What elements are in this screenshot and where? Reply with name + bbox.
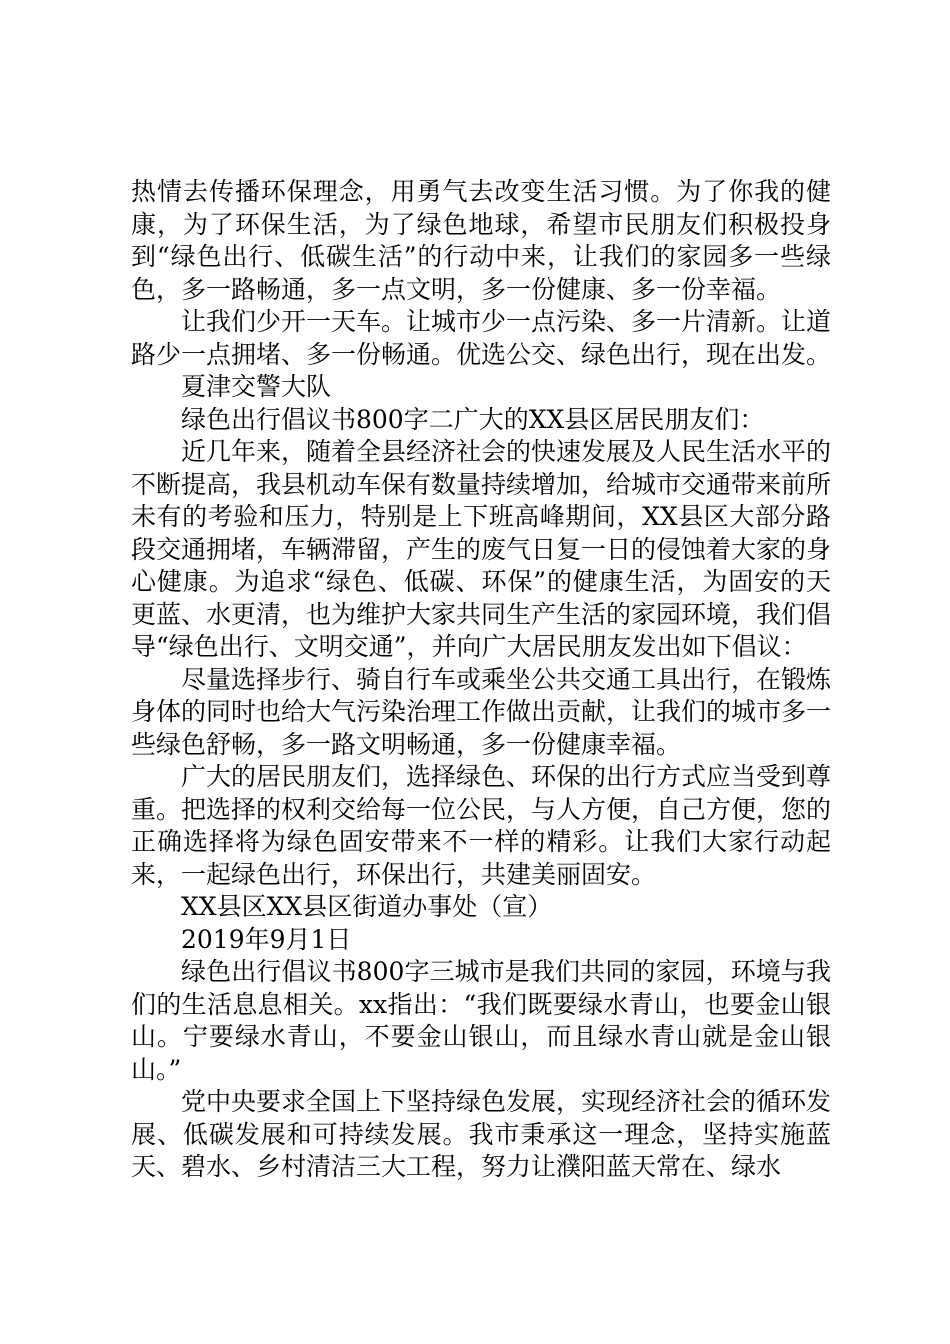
paragraph-3: 近几年来，随着全县经济社会的快速发展及人民生活水平的不断提高，我县机动车保有数量持续增加，给城市交通带来前所未有的考验和压力，特别是上下班高峰期间，XX县区大部分路段交通拥堵，车辆滞留，产生的废气日复一日的侵蚀着大家的身心健康。为追求“绿色、低碳、环保”的健康生活，为固安的天更蓝、水更清，也为维护大家共同生产生活的家园环境，我们倡导“绿色出行、文明交通”，并向广大居民朋友发出如下倡议： — [131, 437, 832, 661]
heading-proposal-2: 绿色出行倡议书800字二广大的XX县区居民朋友们： — [181, 404, 765, 434]
heading-proposal-3: 绿色出行倡议书800字三城市是我们共同的家园，环境与我们的生活息息相关。xx指出：“我们既要绿水青山，也要金山银山。宁要绿水青山，不要金山银山，而且绿水青山就是金山银山。” — [131, 957, 831, 1084]
signature-traffic-police: 夏津交警大队 — [181, 372, 332, 401]
paragraph-5: 广大的居民朋友们，选择绿色、环保的出行方式应当受到尊重。把选择的权利交给每一位公民，与人方便，自己方便，您的正确选择将为绿色固安带来不一样的精彩。让我们大家行动起来，一起绿色出行，环保出行，共建美丽固安。 — [131, 762, 832, 889]
paragraph-4: 尽量选择步行、骑自行车或乘坐公共交通工具出行，在锻炼身体的同时也给大气污染治理工作做出贡献，让我们的城市多一些绿色舒畅，多一路文明畅通，多一份健康幸福。 — [131, 664, 832, 759]
paragraph-1: 热情去传播环保理念，用勇气去改变生活习惯。为了你我的健康，为了环保生活，为了绿色地球，希望市民朋友们积极投身到“绿色出行、低碳生活”的行动中来，让我们的家园多一些绿色，多一路畅通，多一点文明，多一份健康、多一份幸福。 — [131, 177, 831, 304]
paragraph-2: 让我们少开一天车。让城市少一点污染、多一片清新。让道路少一点拥堵、多一份畅通。优选公交、绿色出行，现在出发。 — [131, 307, 832, 369]
date-line: 2019年9月1日 — [181, 924, 352, 954]
document-body — [131, 176, 831, 1184]
signature-street-office: XX县区XX县区街道办事处（宣） — [181, 892, 553, 921]
paragraph-6: 党中央要求全国上下坚持绿色发展，实现经济社会的循环发展、低碳发展和可持续发展。我市秉承这一理念，坚持实施蓝天、碧水、乡村清洁三大工程，努力让濮阳蓝天常在、绿水 — [131, 1087, 832, 1181]
